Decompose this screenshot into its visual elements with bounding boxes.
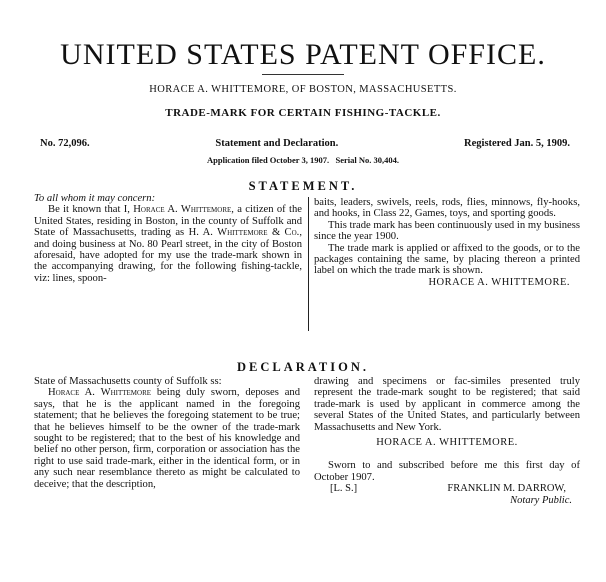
statement-application: The trade mark is applied or affixed to the goods, or to the packages containing the same, by placing thereon a printed label on which the trade mark is shown.: [314, 242, 580, 277]
filing-line: Application filed October 3, 1907. Serial No. 30,404.: [206, 155, 400, 165]
text-span: , a citizen of the United States, residing in Boston, in the county of Suffolk and State of Massachusetts, trading as: [34, 204, 302, 239]
registered-date: Registered Jan. 5, 1909.: [464, 138, 570, 149]
statement-heading: STATEMENT.: [248, 179, 358, 193]
office-title: UNITED STATES PATENT OFFICE.: [60, 38, 546, 71]
statement-signature: HORACE A. WHITTEMORE.: [428, 276, 570, 288]
applicant-name: Horace A. Whittemore: [133, 204, 232, 216]
statement-label: Statement and Declaration.: [215, 138, 339, 149]
seal-mark: [L. S.]: [330, 483, 358, 495]
subject-line: TRADE-MARK FOR CERTAIN FISHING-TACKLE.: [165, 107, 441, 119]
declaration-left-column: [34, 376, 300, 490]
column-divider: [308, 197, 309, 331]
notary-line: [314, 483, 580, 494]
notary-title: Notary Public.: [510, 494, 572, 506]
sworn-statement: Sworn to and subscribed before me this first day of October 1907.: [314, 460, 580, 483]
statement-usage: This trade mark has been continuously used in my business since the year 1900.: [314, 219, 580, 243]
declaration-continued: drawing and specimens or fac-similes presented truly represent the trade-mark sought to be registered; that said trade-mark is used by applicant in commerce among the several States of the United States, and particularly between Massachusetts and New York.: [314, 376, 580, 433]
firm-name: H. A. Whittemore & Co.: [188, 227, 300, 239]
declaration-paragraph: [34, 387, 300, 490]
declaration-signature: HORACE A. WHITTEMORE.: [376, 437, 518, 449]
statement-paragraph: [34, 204, 302, 284]
text-span: being duly sworn, deposes and says, that he is the applicant named in the foregoing statement; that he believes the foregoing statement to be true; that he believes himself to be the owner of the trade-mark sought to be registered; that to the best of his knowledge and belief no other person, firm, corporation or association has the right to use said trade-mark, either in the identical form, or in any such near resemblance thereto as might be calculated to deceive; that the description,: [34, 387, 300, 490]
declarant-name: Horace A. Whittemore: [48, 387, 152, 399]
statement-goods: baits, leaders, swivels, reels, rods, flies, minnows, fly-hooks, and hooks, in Class 22, Games, toys, and sporting goods.: [314, 197, 580, 220]
applicant-line: HORACE A. WHITTEMORE, OF BOSTON, MASSACHUSETTS.: [149, 84, 457, 95]
title-divider: [262, 74, 344, 75]
declaration-right-column: [314, 376, 580, 506]
statement-left-column: [34, 193, 302, 284]
text-span: Be it known that I,: [48, 204, 134, 216]
salutation: To all whom it may concern:: [34, 193, 156, 204]
declaration-heading: DECLARATION.: [237, 360, 369, 374]
registration-number: No. 72,096.: [40, 138, 90, 149]
venue-line: State of Massachusetts county of Suffolk ss:: [34, 376, 222, 387]
notary-name: FRANKLIN M. DARROW,: [447, 483, 566, 495]
text-span: , and doing business at No. 80 Pearl street, in the city of Boston aforesaid, have adopted for my use the trade-mark shown in the accompanying drawing, for the following fishing-tackle, viz: lines, spoon-: [34, 227, 302, 284]
statement-right-column: [314, 197, 580, 288]
registration-meta: [40, 138, 570, 149]
